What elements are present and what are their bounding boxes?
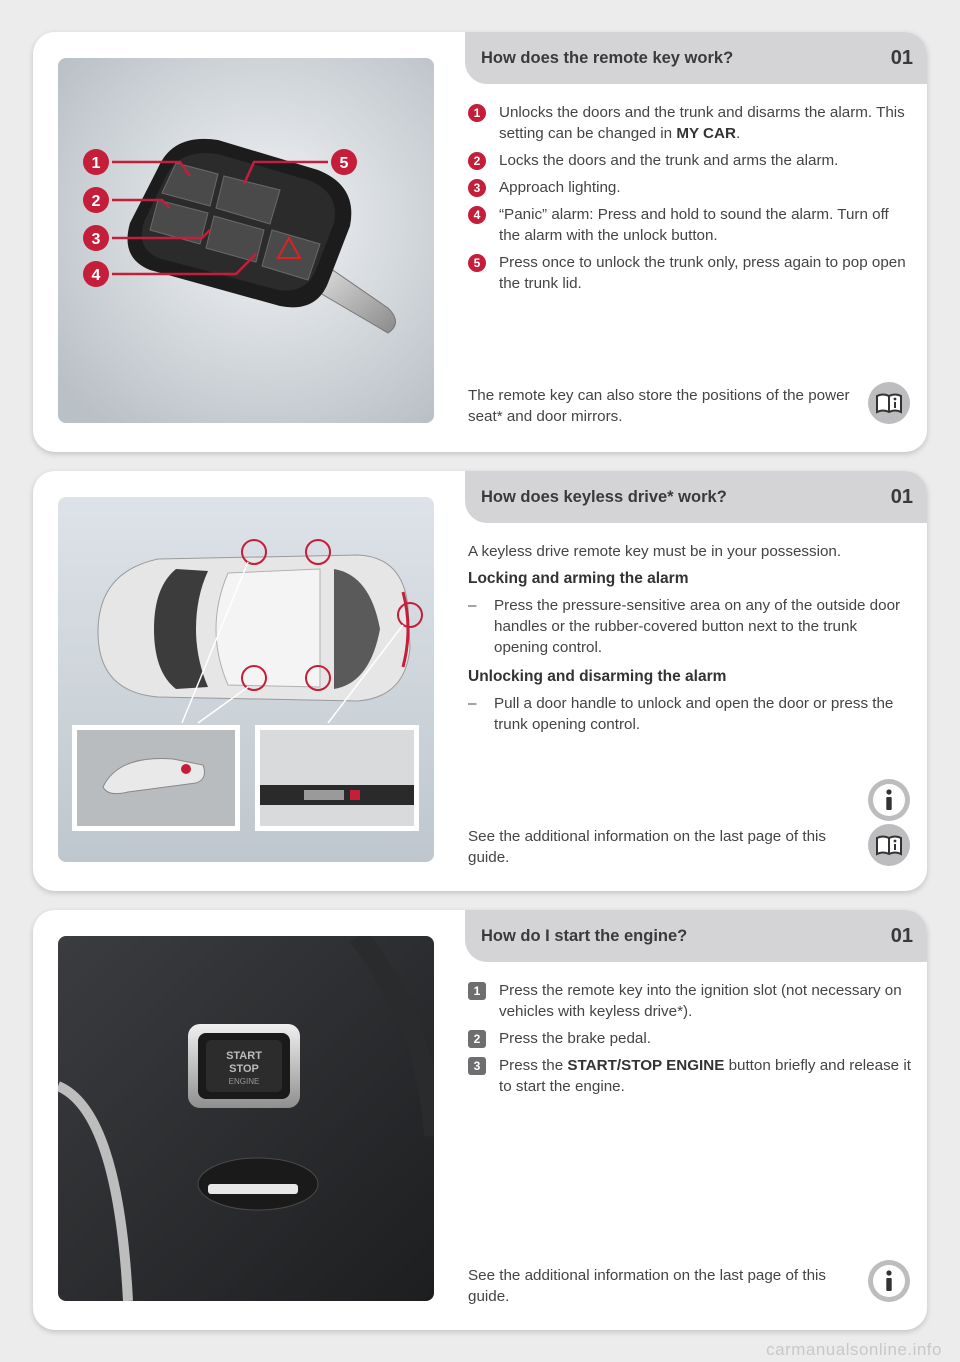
item-text: Unlocks the doors and the trunk and disarms the alarm. This setting can be changed in xyxy=(499,104,905,142)
manual-book-icon xyxy=(868,824,910,866)
step-badge: 2 xyxy=(468,152,486,170)
watermark: carmanualsonline.info xyxy=(766,1340,942,1359)
list-item xyxy=(468,980,913,1022)
item-text: Press the remote key into the ignition slot (not necessary on vehicles with keyless drive*). xyxy=(499,982,902,1020)
callout-4: 4 xyxy=(91,267,101,284)
dash-marker: – xyxy=(468,695,477,712)
item-text: “Panic” alarm: Press and hold to sound the alarm. Turn off the alarm with the unlock button. xyxy=(499,206,889,244)
section-title: How do I start the engine? xyxy=(481,927,688,945)
item-text: Press the pressure-sensitive area on any of the outside door handles or the rubber-covered button next to the trunk opening control. xyxy=(494,597,901,656)
step-badge: 4 xyxy=(468,206,486,224)
section-number: 01 xyxy=(890,486,913,508)
section-title: How does keyless drive* work? xyxy=(481,488,727,506)
dash-marker: – xyxy=(468,597,477,614)
car-top-view-photo xyxy=(58,497,434,862)
item-text: Locks the doors and the trunk and arms the alarm. xyxy=(499,152,839,169)
list-item xyxy=(468,693,913,735)
engine-label: ENGINE xyxy=(228,1077,260,1086)
item-text: Press the brake pedal. xyxy=(499,1030,651,1047)
section-number: 01 xyxy=(890,47,913,69)
step-badge: 3 xyxy=(468,179,486,197)
note-text: The remote key can also store the positions of the power seat* and door mirrors. xyxy=(468,387,850,425)
start-label: START xyxy=(226,1050,262,1062)
keyless-content xyxy=(468,541,913,743)
step-badge: 3 xyxy=(468,1057,486,1075)
list-item xyxy=(468,595,913,658)
section-title: How does the remote key work? xyxy=(481,49,734,67)
item-text: Press the xyxy=(499,1057,568,1074)
section-number: 01 xyxy=(890,925,913,947)
list-item xyxy=(468,150,913,171)
note-text: See the additional information on the last page of this guide. xyxy=(468,1267,826,1305)
section-header xyxy=(465,910,927,962)
unlocking-heading: Unlocking and disarming the alarm xyxy=(468,668,727,685)
list-item xyxy=(468,252,913,294)
section-header xyxy=(465,471,927,523)
manual-book-icon xyxy=(868,382,910,424)
keyless-drive-card xyxy=(33,471,927,891)
callout-5: 5 xyxy=(339,155,349,172)
button-reference: START/STOP ENGINE xyxy=(567,1057,725,1074)
info-icon xyxy=(868,779,910,821)
step-badge: 1 xyxy=(468,982,486,1000)
list-item xyxy=(468,204,913,246)
item-text: Press once to unlock the trunk only, press again to pop open the trunk lid. xyxy=(499,254,906,292)
item-text: Approach lighting. xyxy=(499,179,621,196)
item-text-end: . xyxy=(735,125,741,142)
menu-reference: MY CAR xyxy=(676,125,736,142)
info-icon xyxy=(868,1260,910,1302)
step-badge: 5 xyxy=(468,254,486,272)
list-item xyxy=(468,102,913,144)
remote-key-photo xyxy=(58,58,434,423)
step-badge: 1 xyxy=(468,104,486,122)
step-badge: 2 xyxy=(468,1030,486,1048)
list-item xyxy=(468,177,913,198)
callout-1: 1 xyxy=(91,155,101,172)
callout-2: 2 xyxy=(91,193,101,210)
start-engine-card xyxy=(33,910,927,1330)
intro-text: A keyless drive remote key must be in your possession. xyxy=(468,543,842,560)
ignition-photo xyxy=(58,936,434,1301)
remote-key-card xyxy=(33,32,927,452)
remote-key-list xyxy=(468,102,913,300)
start-engine-list xyxy=(468,980,913,1103)
stop-label: STOP xyxy=(229,1063,259,1075)
locking-heading: Locking and arming the alarm xyxy=(468,570,689,587)
item-text-end: button briefly and release it to start the engine. xyxy=(499,1057,911,1095)
list-item xyxy=(468,1055,913,1097)
section-header xyxy=(465,32,927,84)
note-text: See the additional information on the last page of this guide. xyxy=(468,828,826,866)
list-item xyxy=(468,1028,913,1049)
callout-3: 3 xyxy=(91,231,101,248)
item-text: Pull a door handle to unlock and open the door or press the trunk opening control. xyxy=(494,695,894,733)
